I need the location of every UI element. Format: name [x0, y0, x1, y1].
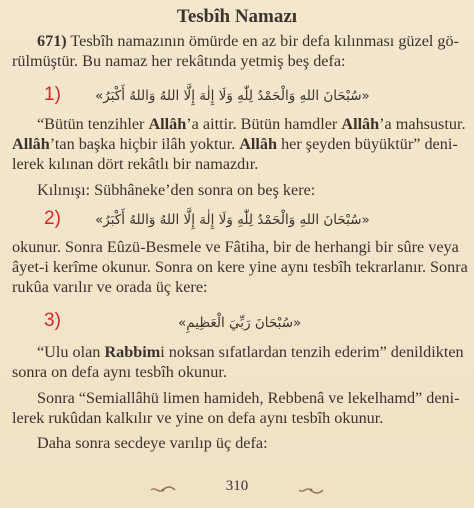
paragraph-4-line-2: lerek rukûdan kalkılır ve yine on defa aynı tesbîh okunur.	[12, 409, 384, 427]
paragraph-3-line-2: sonra on defa aynı tesbîh okunur.	[12, 363, 227, 381]
arabic-subhane-rabbiyel-azim: «سُبْحَانَ رَبِّيَ الْعَظِيمِ»	[178, 315, 302, 331]
arabic-tesbih-2: «سُبْحَانَ اللهِ وَالْحَمْدُ لِلّٰهِ وَلَا إِلٰهَ إِلَّا اللهُ وَاللهُ أَكْبَرُ»	[95, 212, 370, 228]
page-title: Tesbîh Namazı	[176, 6, 298, 27]
translation-line-3: lerek kılınan dört rekâtlı bir namazdır.	[12, 155, 259, 173]
paragraph-5-line: Daha sonra secdeye varılıp üç defa:	[37, 434, 268, 452]
translation-line-2: Allâh’tan başka hiçbir ilâh yoktur. Allâh her şeyden büyüktür” deni-	[12, 135, 458, 153]
paragraph-3-line-1: “Ulu olan Rabbimi noksan sıfatlardan tenzih ederim” denildikten	[37, 343, 464, 361]
paragraph-number: 671)	[37, 32, 67, 50]
red-marker-3: 3)	[44, 310, 61, 331]
translation-line-1: “Bütün tenzihler Allâh’a aittir. Bütün hamdler Allâh’a mahsustur.	[37, 115, 466, 133]
paragraph-671-line-1: 671) Tesbîh namazının ömürde en az bir defa kılınması güzel gö-	[37, 32, 460, 50]
paragraph-2-line-3: rukûa varılır ve orada üç kere:	[12, 278, 208, 296]
page-number: 310	[225, 478, 249, 494]
red-marker-1: 1)	[44, 84, 61, 105]
page-footer	[0, 476, 474, 500]
paragraph-671-line-2: rülmüştür. Bu namaz her rekâtında yetmiş beş defa:	[12, 52, 346, 70]
paragraph-2-line-1: okunur. Sonra Eûzü-Besmele ve Fâtiha, bir de herhangi bir sûre veya	[12, 238, 459, 256]
paragraph-2-line-2: âyet-i kerîme okunur. Sonra on kere yine aynı tesbîh tekrarlanır. Sonra	[12, 258, 468, 276]
red-marker-2: 2)	[44, 208, 61, 229]
arabic-tesbih-1: «سُبْحَانَ اللهِ وَالْحَمْدُ لِلّٰهِ وَلَا إِلٰهَ إِلَّا اللهُ وَاللهُ أَكْبَرُ»	[95, 88, 370, 104]
kilinisi-line: Kılınışı: Sübhâneke’den sonra on beş kere:	[37, 181, 316, 199]
paragraph-4-line-1: Sonra “Semiallâhü limen hamideh, Rebbenâ ve lekelhamd” deni-	[37, 389, 460, 407]
ornament-right-icon	[298, 485, 324, 495]
